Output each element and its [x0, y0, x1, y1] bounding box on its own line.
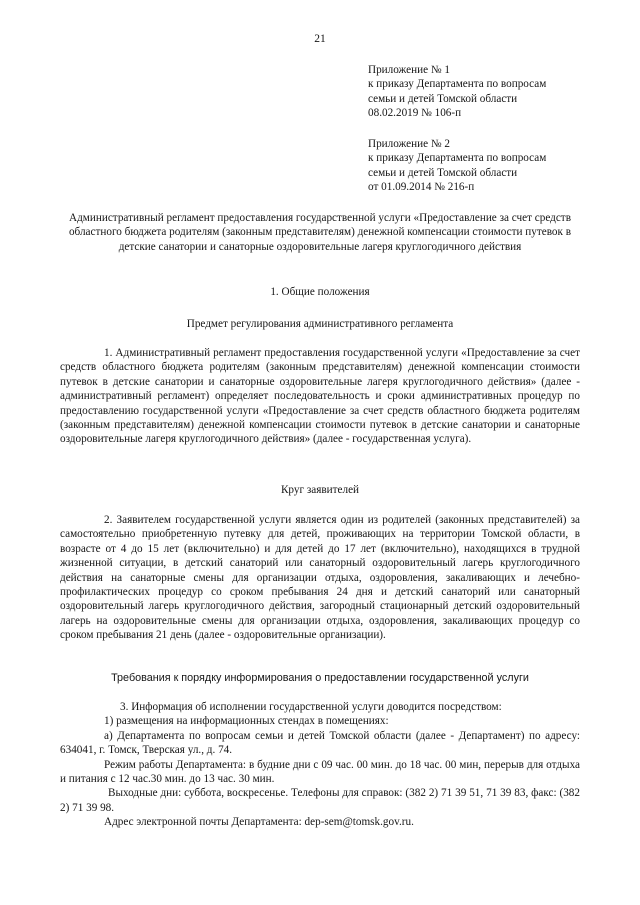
- appendix-1-line: Приложение № 1: [368, 64, 450, 76]
- paragraph-3: [60, 700, 580, 830]
- appendix-2-line: к приказу Департамента по вопросам: [368, 152, 547, 165]
- document-title: Административный регламент предоставления государственной услуги «Предоставление за счет средств областного бюджета родителям (законным представителям) денежной компенсации стоимости путевок в детские санатории и санаторные оздоровительные лагеря круглогодичного действия: [68, 212, 572, 253]
- appendix-1-line: к приказу Департамента по вопросам: [368, 78, 547, 91]
- paragraph-3-line: Выходные дни: суббота, воскресенье. Телефоны для справок: (382 2) 71 39 51, 71 39 83, факс: (382 2) 71 39 98.: [60, 787, 580, 814]
- subheading-subject: Предмет регулирования административного регламента: [186, 318, 454, 330]
- appendix-1-line: семьи и детей Томской области: [368, 92, 518, 105]
- appendix-1-header: [368, 63, 628, 121]
- appendix-2-line: семьи и детей Томской области: [368, 166, 518, 179]
- paragraph-3-line: 3. Информация об исполнении государственной услуги доводится посредством:: [120, 701, 502, 713]
- page-number: 21: [314, 33, 326, 45]
- appendix-2-header: [368, 137, 628, 195]
- paragraph-3-line: Режим работы Департамента: в будние дни с 09 час. 00 мин. до 18 час. 00 мин, перерыв для отдыха и питания с 12 час.30 мин. до 13 час. 30 мин.: [60, 758, 580, 786]
- section-heading-general: 1. Общие положения: [270, 286, 370, 298]
- appendix-2-line: Приложение № 2: [368, 138, 450, 150]
- paragraph-2: 2. Заявителем государственной услуги является один из родителей (законных представителей) за самостоятельно приобретенную путевку для детей, проживающих на территории Томской области, в возрасте от 4 до 15 лет (включительно) и для детей до 17 лет (включительно), находящихся в трудной жизненной ситуации, в детский санаторий или санаторный оздоровительный лагерь круглогодичного действия на санаторные смены для организации отдыха, оздоровления, закаливающих и лечебно-профилактических процедур со сроком пребывания 24 дня и детский санаторий или санаторный оздоровительный лагерь круглогодичного действия, загородный стационарный детский оздоровительный лагерь на оздоровительные смены для организации отдыха, оздоровления, закаливающих процедур со сроком пребывания 21 день (далее - оздоровительные организации).: [60, 514, 580, 642]
- paragraph-1: 1. Административный регламент предоставления государственной услуги «Предоставление за счет средств областного бюджета родителям (законным представителям) денежной компенсации стоимости путевок в детские санатории и санаторные оздоровительные лагеря круглогодичного действия» (далее - административный регламент) определяет последовательность и сроки административных процедур по предоставлению государственной услуги «Предоставление за счет средств областного бюджета родителям (законным представителям) денежной компенсации стоимости путевок в детские санатории и санаторные оздоровительные лагеря круглогодичного действия» (далее - государственная услуга).: [60, 347, 580, 446]
- appendix-2-line: от 01.09.2014 № 216-п: [368, 181, 475, 194]
- paragraph-3-line: а) Департамента по вопросам семьи и детей Томской области (далее - Департамент) по адресу: 634041, г. Томск, Тверская ул., д. 74.: [60, 729, 580, 757]
- paragraph-3-line: Адрес электронной почты Департамента: dep-sem@tomsk.gov.ru.: [104, 816, 414, 829]
- paragraph-3-line: 1) размещения на информационных стендах в помещениях:: [104, 715, 389, 728]
- appendix-1-line: 08.02.2019 № 106-п: [368, 107, 462, 120]
- subheading-information: Требования к порядку информирования о предоставлении государственной услуги: [111, 672, 529, 684]
- subheading-applicants: Круг заявителей: [280, 484, 360, 496]
